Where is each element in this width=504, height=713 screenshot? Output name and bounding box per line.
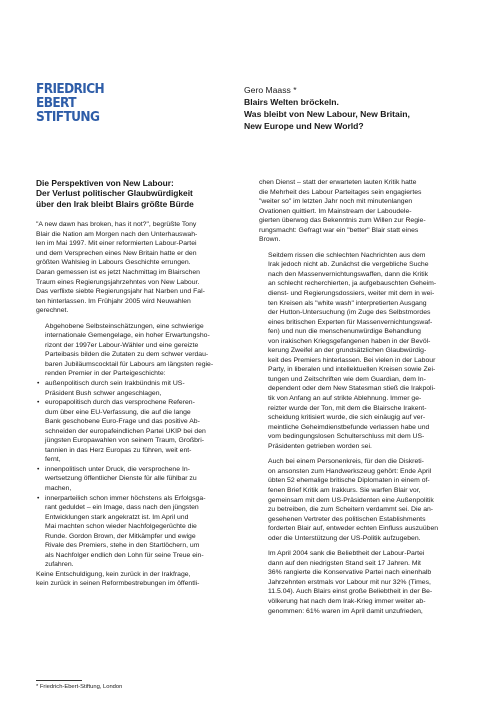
title-line: Blairs Welten bröckeln. bbox=[244, 97, 339, 107]
title-line: Was bleibt von New Labour, New Britain, bbox=[244, 109, 410, 119]
logo-line: FRIEDRICH bbox=[36, 81, 105, 97]
text-line: ten hinterlassen. Im Frühjahr 2005 wird Neuwahlen bbox=[36, 297, 191, 305]
text-line: "weiter so" im letzten Jahr noch mit minutenlangen bbox=[259, 198, 413, 206]
text-line: Traum eines Regierungsjahrzehntes von New Labour. bbox=[36, 278, 200, 286]
bullet-item bbox=[36, 379, 233, 398]
text-line: gerechnet. bbox=[36, 307, 69, 315]
text-line: internationale Gemengelage, ein hoher Erwartungsho- bbox=[45, 332, 210, 340]
text-line: als Nachfolger endlich den Lohn für seine Treue ein- bbox=[45, 551, 204, 559]
text-line: fernt, bbox=[45, 456, 61, 464]
text-line: größten Wahlsieg in Labours Geschichte errungen. bbox=[36, 259, 191, 267]
text-line: dienst- und Regierungsdossiers, weiter mit dem in wei- bbox=[268, 290, 435, 298]
text-line: • innerparteilich schon immer höchstens als Erfolgsga- bbox=[45, 494, 206, 502]
paragraph bbox=[259, 549, 472, 616]
bullet-item bbox=[36, 494, 233, 570]
section-title-line: Der Verlust politischer Glaubwürdigkeit bbox=[36, 188, 193, 199]
text-line: Daran gemessen ist es jetzt Nachmittag im Blairschen bbox=[36, 268, 200, 276]
section-title-line: über den Irak bleibt Blairs größte Bürde bbox=[36, 198, 194, 209]
text-line: Blair die Nation am Morgen nach den Unterhauswah- bbox=[36, 230, 198, 238]
text-line: Auch bei einem Personenkreis, für den die Diskreti- bbox=[268, 458, 424, 466]
text-line: Runde. Gordon Brown, der Mitkämpfer und ewige bbox=[45, 532, 196, 540]
text-line: on ansonsten zum Handwerkszeug gehört: Ende April bbox=[268, 467, 432, 475]
text-line: an schlecht recherchierten, ja aufgebauschten Geheim- bbox=[268, 280, 437, 288]
text-line: kein zurück in seinen Reformbestrebungen im öffentli- bbox=[36, 580, 200, 588]
paragraph bbox=[36, 322, 233, 379]
text-line: gierten überwog das Bekenntnis zum Willen zur Regie- bbox=[259, 217, 426, 225]
text-line: gesehenen Vertreter des politischen Establishments bbox=[268, 515, 426, 523]
text-line: Seitdem rissen die schlechten Nachrichten aus dem bbox=[268, 251, 426, 259]
text-line: Mai machten schon wieder Nachfolgegerüchte die bbox=[45, 523, 197, 531]
paragraph bbox=[259, 178, 472, 245]
text-line: Präsident Bush schwer angeschlagen, bbox=[45, 389, 162, 397]
text-line: kerung Zweifel an der grundsätzlichen Glaubwürdig- bbox=[268, 347, 427, 355]
logo-line: STIFTUNG bbox=[36, 109, 100, 125]
bullet-item bbox=[36, 398, 233, 465]
text-line: Präsidenten getrieben worden sei. bbox=[268, 442, 372, 450]
text-line: schneiden der europafeindlichen Partei UKIP bei den bbox=[45, 427, 206, 435]
text-line: tungen und Zeitschriften wie dem Guardian, dem In- bbox=[268, 375, 426, 383]
paragraph bbox=[36, 570, 233, 589]
text-line: baren Jubiläumscocktail für Labours am längsten regie- bbox=[45, 360, 214, 368]
author: Gero Maass * bbox=[244, 85, 297, 95]
text-line: 36% rangierte die Konservative Partei nach einenhalb bbox=[268, 569, 432, 577]
text-line: Rivale des Premiers, stehe in den Startlöchern, um bbox=[45, 542, 200, 550]
text-line: reizter wurde der Ton, mit dem die Blairsche Irakent- bbox=[268, 404, 427, 412]
text-line: übten 52 ehemalige britische Diplomaten in einem of- bbox=[268, 477, 430, 485]
text-line: fen) und nun die menschenunwürdige Behandlung bbox=[268, 328, 421, 336]
text-line: • innenpolitisch unter Druck, die versprochene In- bbox=[45, 465, 190, 473]
text-line: • europapolitisch durch das versprochene Referen- bbox=[45, 399, 195, 407]
text-line: "A new dawn has broken, has it not?", begrüßte Tony bbox=[36, 221, 197, 229]
text-line: meintliche Geheimdienstbefunde verlassen habe und bbox=[268, 423, 430, 431]
text-line: von irakischen Kriegsgefangenen haben in der Bevöl- bbox=[268, 337, 431, 345]
document-header bbox=[244, 84, 484, 132]
left-column bbox=[36, 178, 233, 589]
paragraph bbox=[36, 220, 233, 315]
text-line: Brown. bbox=[259, 236, 281, 244]
text-line: Party, in liberalen und intellektuellen Kreisen sowie Zei- bbox=[268, 366, 436, 374]
text-line: nach den Massenvernichtungswaffen, dann die Kritik bbox=[268, 270, 429, 278]
text-line: Irak jedoch nicht ab. Zunächst die vergebliche Suche bbox=[268, 261, 429, 269]
text-line: Jahrzehnten erstmals vor Labour mit nur 32% (Times, bbox=[268, 578, 431, 586]
text-line: Parteibasis bilden die Zutaten zu dem schwer verdau- bbox=[45, 351, 209, 359]
text-line: die Mehrheit des Labour Parteitages sein engagiertes bbox=[259, 188, 422, 196]
footnote: * Friedrich-Ebert-Stiftung, London bbox=[36, 684, 123, 690]
text-line: tannien in das Herz Europas zu führen, weit ent- bbox=[45, 446, 192, 454]
text-line: dum über eine EU-Verfassung, die auf die lange bbox=[45, 408, 191, 416]
text-line: wertsetzung öffentlicher Dienste für alle fühlbar zu bbox=[45, 475, 197, 483]
text-line: scheidung kritisiert wurde, die sich einäugig auf ver- bbox=[268, 414, 426, 422]
text-line: • außenpolitisch durch sein Irakbündnis mit US- bbox=[45, 379, 185, 387]
text-line: machen, bbox=[45, 484, 72, 492]
text-line: keit des Premiers hinterlassen. Bei vielen in der Labour bbox=[268, 356, 436, 364]
document-title bbox=[244, 96, 484, 132]
right-column bbox=[259, 178, 472, 616]
text-line: jüngsten Europawahlen von seinem Traum, Großbri- bbox=[45, 437, 205, 445]
text-line: renden Premier in der Parteigeschichte: bbox=[45, 370, 166, 378]
paragraph bbox=[259, 251, 472, 451]
text-line: dependent oder dem New Statesman stieß die Irakpoli- bbox=[268, 385, 436, 393]
text-line: Bank geschobene Euro-Frage und das positive Ab- bbox=[45, 418, 200, 426]
text-line: vom bedingungslosen Schulterschluss mit dem US- bbox=[268, 433, 425, 441]
text-line: zu betreiben, die zum Scheitern verdammt sei. Die an- bbox=[268, 506, 434, 514]
text-line: tik von Anfang an auf strikte Ablehnung. Immer ge- bbox=[268, 395, 422, 403]
text-line: gemeinsam mit dem US-Präsidenten eine Außenpolitik bbox=[268, 496, 434, 504]
text-line: genommen: 61% waren im April damit unzufrieden, bbox=[268, 607, 423, 615]
text-line: 11.5.04). Auch Blairs einst große Beliebtheit in der Be- bbox=[268, 588, 433, 596]
text-line: rungsmacht: Gefragt war ein "better" Blair statt eines bbox=[259, 226, 419, 234]
text-line: und dem Versprechen eines New Britain hatte er den bbox=[36, 249, 197, 257]
text-line: oder die Unterstützung der US-Politik aufzugeben. bbox=[268, 534, 421, 542]
title-line: New Europe und New World? bbox=[244, 121, 364, 131]
text-line: eines britischen Experten für Massenvernichtungswaf- bbox=[268, 318, 433, 326]
text-line: forderten Blair auf, entweder echten Einfluss auszuüben bbox=[268, 525, 439, 533]
text-line: chen Dienst – statt der erwarteten lauten Kritik hatte bbox=[259, 179, 417, 186]
text-line: rant geduldet – ein Image, dass nach den jüngsten bbox=[45, 504, 199, 512]
bullet-list bbox=[36, 379, 233, 570]
text-line: rizont der 1997er Labour-Wähler und eine gereizte bbox=[45, 341, 199, 349]
text-line: Ovationen quittiert. Im Mainstream der Laboudele- bbox=[259, 207, 412, 215]
text-line: len im Mai 1997. Mit einer reformierten Labour-Partei bbox=[36, 240, 197, 248]
text-line: zufahren. bbox=[45, 561, 74, 569]
text-line: ten Kreisen als "white wash" interpretierten Ausgang bbox=[268, 299, 427, 307]
bullet-item bbox=[36, 465, 233, 494]
section-title-line: Die Perspektiven von New Labour: bbox=[36, 178, 174, 188]
text-line: Das verflixte siebte Regierungsjahr hat Narben und Fal- bbox=[36, 288, 205, 296]
text-line: dann auf den niedrigsten Stand seit 17 Jahren. Mit bbox=[268, 559, 421, 567]
text-line: fenen Brief Kritik am Irakkurs. Sie warfen Blair vor, bbox=[268, 486, 421, 494]
text-line: Abgehobene Selbsteinschätzungen, eine schwierige bbox=[45, 322, 204, 330]
text-line: Entwicklungen stark angekratzt ist. Im April und bbox=[45, 513, 189, 521]
footnote-divider bbox=[36, 680, 82, 681]
text-line: völkerung hat nach dem Irak-Krieg immer weiter ab- bbox=[268, 597, 426, 605]
fes-logo bbox=[36, 82, 156, 124]
section-title bbox=[36, 178, 233, 209]
logo-line: EBERT bbox=[36, 95, 76, 111]
text-line: Keine Entschuldigung, kein zurück in der Irakfrage, bbox=[36, 570, 191, 578]
paragraph bbox=[259, 457, 472, 543]
text-line: Im April 2004 sank die Beliebtheit der Labour-Partei bbox=[268, 550, 425, 558]
text-line: der Hutton-Untersuchung (im Zuge des Selbstmordes bbox=[268, 309, 431, 317]
